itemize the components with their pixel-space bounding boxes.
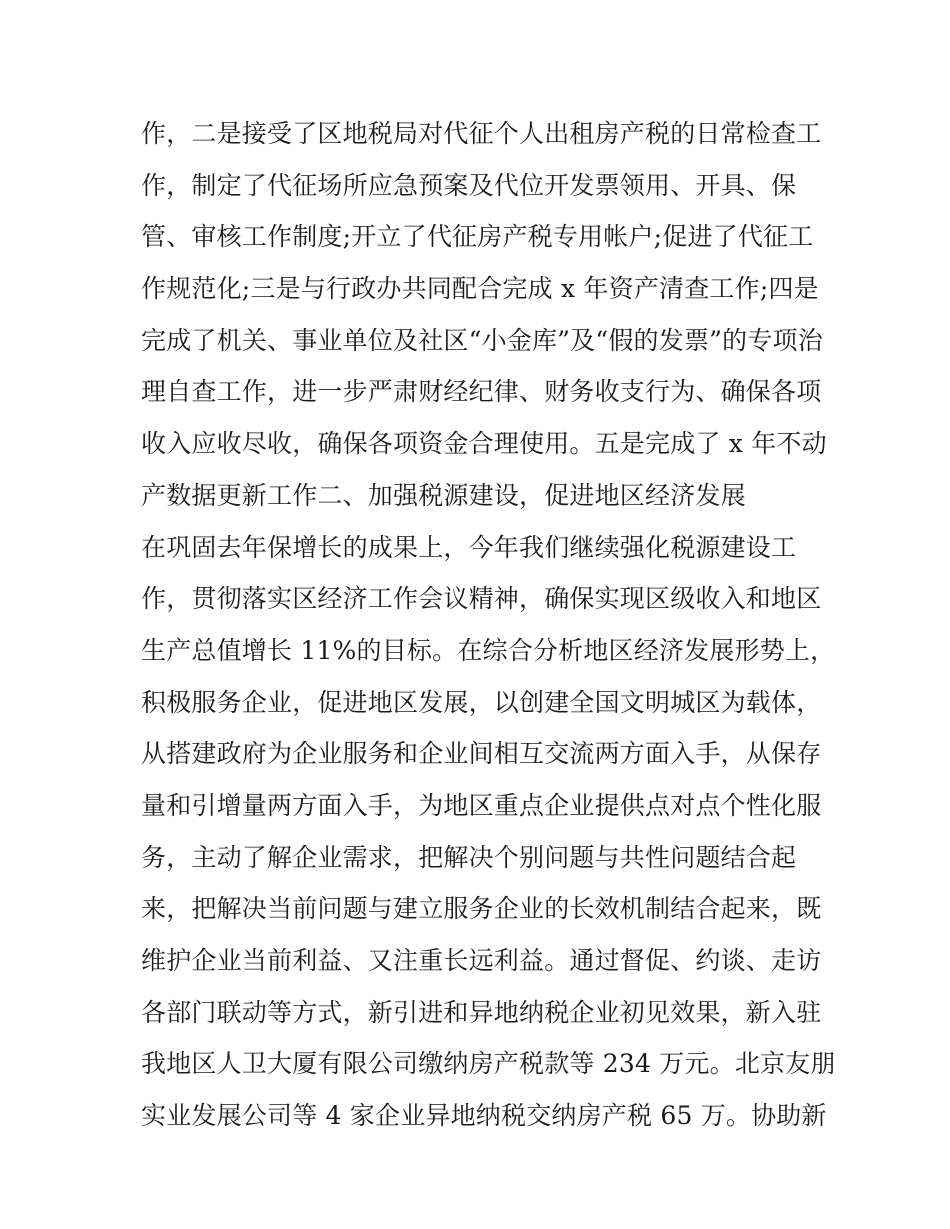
text-line: 作，二是接受了区地税局对代征个人出租房产税的日常检查工 [141, 119, 822, 148]
text-line: 作规范化;三是与行政办共同配合完成 x 年资产清查工作;四是 [141, 274, 819, 304]
text-line: 实业发展公司等 4 家企业异地纳税交纳房产税 65 万。协助新 [141, 1101, 827, 1131]
text-line: 在巩固去年保增长的成果上，今年我们继续强化税源建设工 [141, 532, 797, 562]
text-line: 从搭建政府为企业服务和企业间相互交流两方面入手，从保存 [141, 739, 822, 769]
text-line: 生产总值增长 11%的目标。在综合分析地区经济发展形势上， [141, 635, 836, 665]
text-line: 量和引增量两方面入手，为地区重点企业提供点对点个性化服 [141, 790, 822, 820]
text-line: 管、审核工作制度;开立了代征房产税专用帐户;促进了代征工 [141, 222, 814, 252]
text-line: 收入应收尽收，确保各项资金合理使用。五是完成了 x 年不动 [141, 429, 827, 459]
text-line: 作，制定了代征场所应急预案及代位开发票领用、开具、保 [141, 170, 797, 200]
body-text [141, 108, 836, 1142]
text-line: 来，把解决当前问题与建立服务企业的长效机制结合起来，既 [141, 894, 822, 924]
text-line: 维护企业当前利益、又注重长远利益。通过督促、约谈、走访 [141, 946, 822, 975]
text-line: 各部门联动等方式，新引进和异地纳税企业初见效果，新入驻 [141, 997, 822, 1027]
text-line: 完成了机关、事业单位及社区“小金库”及“假的发票”的专项治 [141, 325, 823, 355]
text-line: 我地区人卫大厦有限公司缴纳房产税款等 234 万元。北京友朋 [141, 1049, 836, 1079]
text-line: 积极服务企业，促进地区发展，以创建全国文明城区为载体， [141, 687, 822, 717]
text-line: 产数据更新工作二、加强税源建设，促进地区经济发展 [141, 480, 746, 510]
text-line: 理自查工作，进一步严肃财经纪律、财务收支行为、确保各项 [141, 377, 822, 407]
text-line: 作，贯彻落实区经济工作会议精神，确保实现区级收入和地区 [141, 584, 822, 614]
text-line: 务，主动了解企业需求，把解决个别问题与共性问题结合起 [141, 842, 797, 872]
